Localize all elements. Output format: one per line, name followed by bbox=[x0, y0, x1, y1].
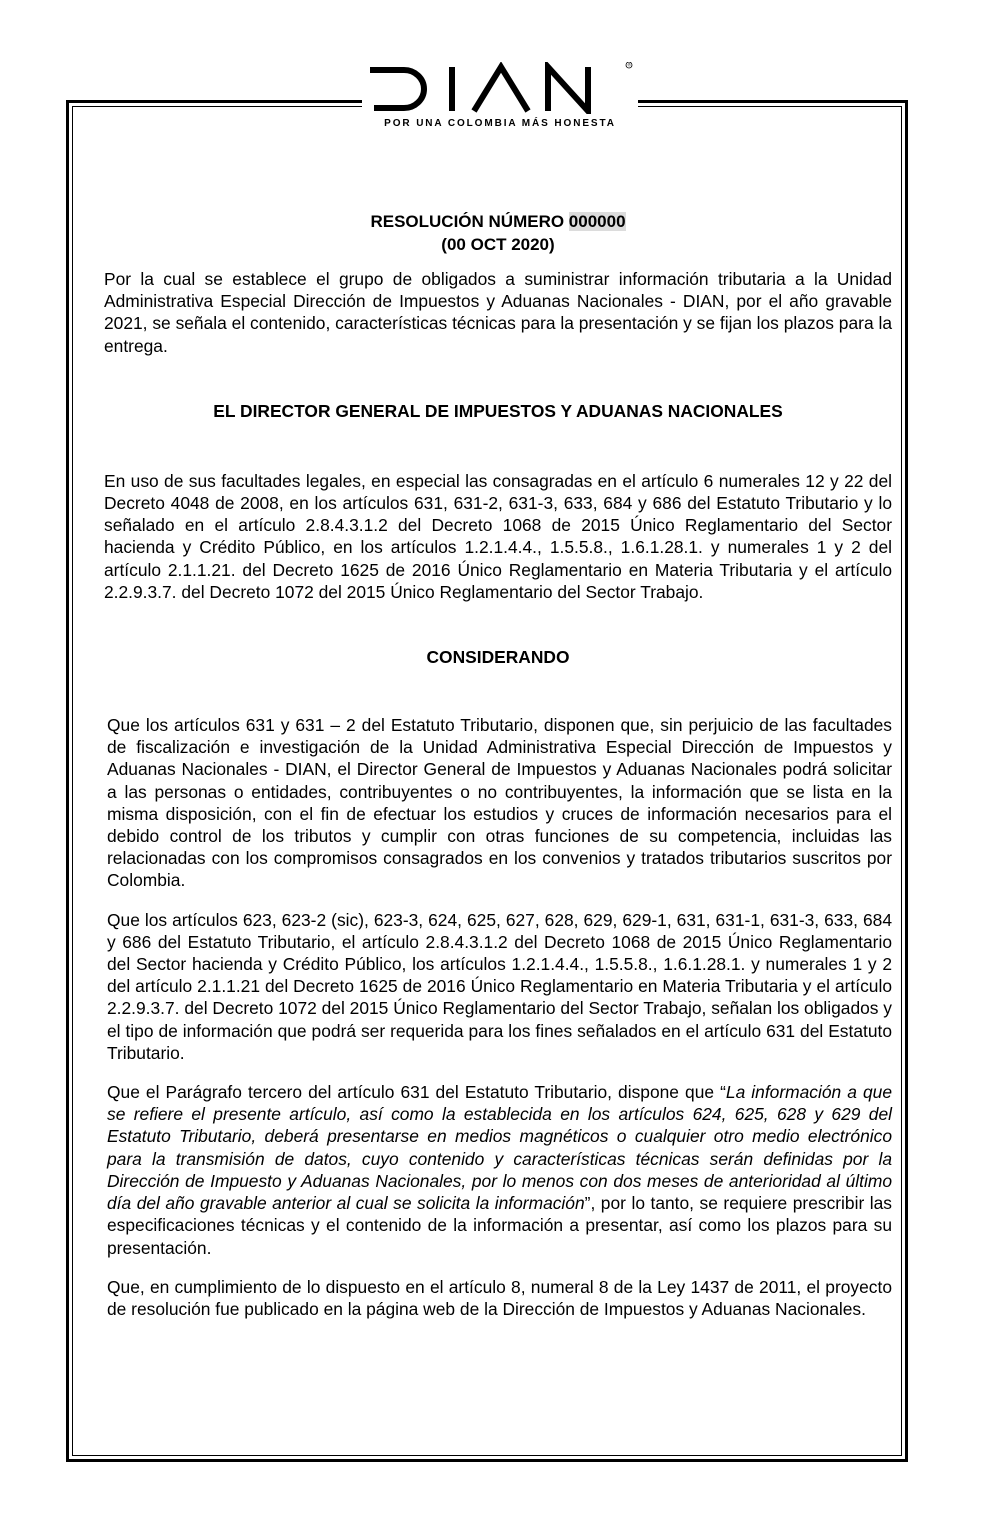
paragraph-3-quote: La información a que se refiere el presente artículo, así como la establecida en los artículos 624, 625, 628 y 629 del Estatuto Tributario, deberá presentarse en medios magnéticos o cualquier otro medio electrónico para la transmisión de datos, cuyo contenido y características técnicas serán definidas por la Dirección de Impuesto y Aduanas Nacionales, por lo menos con dos meses de anterioridad al último día del año gravable anterior al cual se solicita la información bbox=[107, 1082, 892, 1214]
paragraph-3-outro: ”, por lo tanto, se requiere prescribir las especificaciones técnicas y el contenido de la información a presentar, así como los plazos para su presentación. bbox=[107, 1193, 892, 1258]
dian-wordmark bbox=[370, 62, 640, 114]
considerando-heading: CONSIDERANDO bbox=[426, 647, 570, 668]
considerando-paragraph-2: Que los artículos 623, 623-2 (sic), 623-3, 624, 625, 627, 628, 629, 629-1, 631, 631-1, 631-3, 633, 684 y 686 del Estatuto Tributario, el artículo 2.8.4.3.1.2 del Decreto 1068 de 2015 Único Reglamentario del Sector hacienda y Crédito Público, los artículos 1.2.1.4.4., 1.5.5.8., 1.6.1.28.1. y numerales 1 y 2 del artículo 2.1.1.21 del Decreto 1625 de 2016 Único Reglamentario en Materia Tributaria y el artículo 2.2.9.3.7. del Decreto 1072 del 2015 Único Reglamentario del Sector Trabajo, señalan los obligados y el tipo de información que podrá ser requerida para los fines señalados en el artículo 631 del Estatuto Tributario. bbox=[107, 909, 893, 1063]
registered-mark: ® bbox=[627, 62, 631, 68]
considerando-paragraph-1: Que los artículos 631 y 631 – 2 del Estatuto Tributario, disponen que, sin perjuicio de las facultades de fiscalización e investigación de la Unidad Administrativa Especial Dirección de Impuestos y Aduanas Nacionales - DIAN, el Director General de Impuestos y Aduanas Nacionales podrá solicitar a las personas o entidades, contribuyentes o no contribuyentes, la información que se lista en la misma disposición, con el fin de efectuar los estudios y cruces de información necesarios para el debido control de los tributos y cumplir con otras funciones de su competencia, incluidas las relacionadas con los compromisos consagrados en los convenios y tratados tributarios suscritos por Colombia. bbox=[107, 715, 892, 891]
paragraph-3-intro: Que el Parágrafo tercero del artículo 631 del Estatuto Tributario, dispone que “ bbox=[107, 1082, 726, 1103]
considerando-paragraph-4: Que, en cumplimiento de lo dispuesto en el artículo 8, numeral 8 de la Ley 1437 de 2011, el proyecto de resolución fue publicado en la página web de la Dirección de Impuestos y Aduanas Nacionales. bbox=[107, 1276, 892, 1319]
summary-paragraph: Por la cual se establece el grupo de obligados a suministrar información tributaria a la Unidad Administrativa Especial Dirección de Impuestos y Aduanas Nacionales - DIAN, por el año gravable 2021, se señala el contenido, características técnicas para la presentación y se fijan los plazos para la entrega. bbox=[104, 269, 892, 356]
document-body bbox=[104, 210, 892, 1320]
resolution-date: (00 OCT 2020) bbox=[441, 235, 555, 254]
resolution-prefix: RESOLUCIÓN NÚMERO bbox=[370, 212, 569, 231]
powers-paragraph: En uso de sus facultades legales, en especial las consagradas en el artículo 6 numerales 12 y 22 del Decreto 4048 de 2008, en los artículos 631, 631-2, 631-3, 633, 684 y 686 del Estatuto Tributario y lo señalado en el artículo 2.8.4.3.1.2 del Decreto 1068 de 2015 Único Reglamentario del Sector hacienda y Crédito Público, en los artículos 1.2.1.4.4., 1.5.5.8., 1.6.1.28.1. y numerales 1 y 2 del artículo 2.1.1.21. del Decreto 1625 de 2016 Único Reglamentario en Materia Tributaria y el artículo 2.2.9.3.7. del Decreto 1072 del 2015 Único Reglamentario del Sector Trabajo. bbox=[104, 470, 892, 602]
resolution-title bbox=[104, 210, 892, 233]
considerando-paragraph-3 bbox=[104, 1081, 892, 1259]
logo-tagline: POR UNA COLOMBIA MÁS HONESTA bbox=[384, 118, 616, 129]
resolution-number: 000000 bbox=[568, 212, 626, 231]
authority-heading: EL DIRECTOR GENERAL DE IMPUESTOS Y ADUANAS NACIONALES bbox=[213, 400, 783, 421]
